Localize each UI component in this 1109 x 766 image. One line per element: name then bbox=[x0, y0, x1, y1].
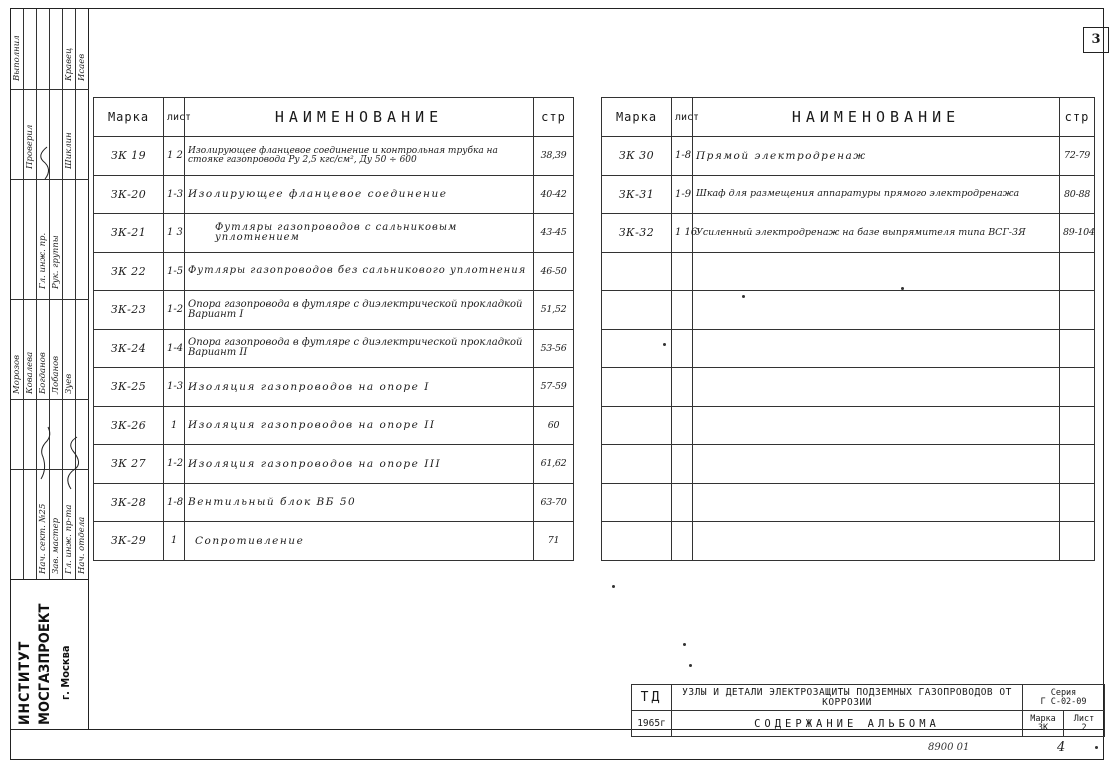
row-name: Футляры газопроводов без сальникового уплотнения bbox=[185, 252, 534, 291]
title-block-row bbox=[632, 711, 1105, 737]
stamp-role: Зав. мастер bbox=[51, 517, 61, 574]
table-row bbox=[94, 483, 574, 522]
row-sheet: 1-9 bbox=[672, 175, 693, 214]
row-sheet bbox=[672, 329, 693, 368]
row-name: Сопротивление bbox=[185, 522, 534, 561]
row-name: Опора газопровода в футляре с диэлектрической прокладкой Вариант II bbox=[185, 329, 534, 368]
row-sheet bbox=[672, 483, 693, 522]
table-row bbox=[94, 175, 574, 214]
institute-city: г. Москва bbox=[59, 645, 72, 700]
row-mark: ЗК-24 bbox=[94, 329, 164, 368]
stamp-name: Шиклин bbox=[64, 132, 74, 169]
row-page bbox=[1060, 483, 1095, 522]
row-page: 57-59 bbox=[534, 368, 574, 407]
row-page bbox=[1060, 368, 1095, 407]
table-row bbox=[602, 214, 1095, 253]
contents-table-right bbox=[601, 97, 1095, 561]
title-block-year: 1965г bbox=[632, 711, 672, 737]
row-sheet: 1-2 bbox=[164, 445, 185, 484]
stamp-signatures bbox=[11, 9, 89, 579]
stamp-role: Гл. инж. пр-та bbox=[64, 504, 74, 574]
row-name: Опора газопровода в футляре с диэлектрической прокладкой Вариант I bbox=[185, 291, 534, 330]
row-name: Усиленный электродренаж на базе выпрямителя типа ВСГ-3Я bbox=[693, 214, 1060, 253]
row-mark bbox=[602, 445, 672, 484]
table-row bbox=[94, 406, 574, 445]
archive-number: 8900 01 bbox=[928, 742, 970, 753]
row-page: 38,39 bbox=[534, 137, 574, 176]
row-sheet: 1 3 bbox=[164, 214, 185, 253]
row-mark bbox=[602, 368, 672, 407]
table-row bbox=[602, 522, 1095, 561]
row-page: 71 bbox=[534, 522, 574, 561]
scan-speck bbox=[683, 643, 686, 646]
row-name bbox=[693, 291, 1060, 330]
contents-table-left bbox=[93, 97, 574, 561]
table-row bbox=[602, 329, 1095, 368]
row-name bbox=[693, 368, 1060, 407]
title-block-code: ТД bbox=[632, 685, 672, 711]
row-sheet bbox=[672, 368, 693, 407]
stamp-role: Нач. отдела bbox=[77, 516, 87, 574]
table-row bbox=[602, 445, 1095, 484]
row-sheet bbox=[672, 522, 693, 561]
row-sheet: 1-4 bbox=[164, 329, 185, 368]
table-row bbox=[94, 214, 574, 253]
row-mark: ЗК-26 bbox=[94, 406, 164, 445]
row-name bbox=[693, 522, 1060, 561]
row-mark: ЗК 22 bbox=[94, 252, 164, 291]
row-sheet: 1-3 bbox=[164, 368, 185, 407]
sheet-label: Лист bbox=[1073, 713, 1095, 724]
title-block-title: УЗЛЫ И ДЕТАЛИ ЭЛЕКТРОЗАЩИТЫ ПОДЗЕМНЫХ ГАЗОПРОВОДОВ ОТ КОРРОЗИИ bbox=[672, 685, 1023, 711]
row-page bbox=[1060, 252, 1095, 291]
title-block-mark bbox=[1023, 711, 1064, 737]
row-sheet bbox=[672, 291, 693, 330]
scan-speck bbox=[742, 295, 745, 298]
table-row bbox=[94, 329, 574, 368]
row-sheet bbox=[672, 406, 693, 445]
row-name: Вентильный блок ВБ 50 bbox=[185, 483, 534, 522]
header-mark: Марка bbox=[602, 98, 672, 137]
row-page bbox=[1060, 406, 1095, 445]
row-sheet: 1 2 bbox=[164, 137, 185, 176]
table-row bbox=[94, 291, 574, 330]
stamp-name: Ковалева bbox=[25, 351, 35, 394]
row-name: Шкаф для размещения аппаратуры прямого электродренажа bbox=[693, 175, 1060, 214]
header-name: НАИМЕНОВАНИЕ bbox=[693, 98, 1060, 137]
row-mark: ЗК-29 bbox=[94, 522, 164, 561]
row-page: 63-70 bbox=[534, 483, 574, 522]
row-mark: ЗК-21 bbox=[94, 214, 164, 253]
table-row bbox=[94, 252, 574, 291]
header-sheet: лист bbox=[164, 98, 185, 137]
table-row bbox=[602, 291, 1095, 330]
row-page: 40-42 bbox=[534, 175, 574, 214]
stamp-role: Рук. группы bbox=[51, 235, 61, 289]
row-page: 43-45 bbox=[534, 214, 574, 253]
row-sheet bbox=[672, 252, 693, 291]
table-row bbox=[94, 137, 574, 176]
row-sheet: 1-3 bbox=[164, 175, 185, 214]
left-stamp bbox=[11, 9, 89, 729]
row-mark bbox=[602, 291, 672, 330]
row-name: Изоляция газопроводов на опоре I bbox=[185, 368, 534, 407]
row-name bbox=[693, 445, 1060, 484]
mark-label: Марка bbox=[1030, 713, 1056, 724]
row-page: 53-56 bbox=[534, 329, 574, 368]
table-row bbox=[602, 406, 1095, 445]
header-name: НАИМЕНОВАНИЕ bbox=[185, 98, 534, 137]
stamp-name: Кравец bbox=[64, 48, 74, 81]
row-sheet bbox=[672, 445, 693, 484]
sheet-value: 2 bbox=[1081, 722, 1087, 733]
header-page: стр bbox=[534, 98, 574, 137]
institute-block bbox=[11, 579, 89, 729]
row-mark: ЗК 27 bbox=[94, 445, 164, 484]
row-sheet: 1-5 bbox=[164, 252, 185, 291]
row-name bbox=[693, 252, 1060, 291]
stamp-role: Гл. инж. пр. bbox=[38, 232, 48, 289]
row-name bbox=[693, 329, 1060, 368]
table-row bbox=[602, 368, 1095, 407]
row-name bbox=[693, 483, 1060, 522]
table-header-row bbox=[94, 98, 574, 137]
row-mark: ЗК-20 bbox=[94, 175, 164, 214]
row-sheet: 1 bbox=[164, 406, 185, 445]
row-sheet: 1-8 bbox=[672, 137, 693, 176]
row-sheet: 1-2 bbox=[164, 291, 185, 330]
row-mark: ЗК-32 bbox=[602, 214, 672, 253]
row-mark: ЗК-28 bbox=[94, 483, 164, 522]
row-sheet: 1-8 bbox=[164, 483, 185, 522]
row-name: Изолирующее фланцевое соединение и контрольная трубка на стояке газопровода Ру 2,5 кгс/см², Ду 50 ÷ 600 bbox=[185, 137, 534, 176]
table-row bbox=[602, 175, 1095, 214]
scan-speck bbox=[901, 287, 904, 290]
row-mark: ЗК-23 bbox=[94, 291, 164, 330]
table-row bbox=[602, 483, 1095, 522]
row-mark bbox=[602, 329, 672, 368]
stamp-name: Богданов bbox=[38, 352, 48, 394]
row-sheet: 1 16 bbox=[672, 214, 693, 253]
row-name: Изолирующее фланцевое соединение bbox=[185, 175, 534, 214]
row-page bbox=[1060, 329, 1095, 368]
title-block-series bbox=[1023, 685, 1105, 711]
title-block-row bbox=[632, 685, 1105, 711]
title-block-sheet bbox=[1064, 711, 1105, 737]
mark-value: ЗК bbox=[1037, 722, 1049, 733]
stamp-role: Нач. сект. №25 bbox=[38, 503, 48, 574]
scan-speck bbox=[612, 585, 615, 588]
stamp-name: Лобанов bbox=[51, 355, 61, 394]
table-row bbox=[94, 368, 574, 407]
row-mark: ЗК 30 bbox=[602, 137, 672, 176]
row-mark: ЗК-31 bbox=[602, 175, 672, 214]
row-mark bbox=[602, 406, 672, 445]
archive-sheet-number: 4 bbox=[1057, 740, 1066, 755]
table-row bbox=[94, 445, 574, 484]
title-block-contents: СОДЕРЖАНИЕ АЛЬБОМА bbox=[672, 711, 1023, 737]
table-row bbox=[602, 137, 1095, 176]
table-row bbox=[94, 522, 574, 561]
scan-speck bbox=[689, 664, 692, 667]
row-name: Изоляция газопроводов на опоре III bbox=[185, 445, 534, 484]
table-header-row bbox=[602, 98, 1095, 137]
row-page: 61,62 bbox=[534, 445, 574, 484]
row-mark bbox=[602, 522, 672, 561]
series-value: Г С-02-09 bbox=[1040, 696, 1087, 707]
series-label: Серия bbox=[1050, 687, 1077, 698]
scan-speck bbox=[1095, 746, 1098, 749]
row-page: 60 bbox=[534, 406, 574, 445]
row-mark bbox=[602, 483, 672, 522]
row-page: 51,52 bbox=[534, 291, 574, 330]
row-name: Футляры газопроводов с сальниковым уплотнением bbox=[185, 214, 534, 253]
stamp-role: Выполнил bbox=[12, 35, 22, 81]
row-mark: ЗК 19 bbox=[94, 137, 164, 176]
table-row bbox=[602, 252, 1095, 291]
row-page bbox=[1060, 445, 1095, 484]
header-page: стр bbox=[1060, 98, 1095, 137]
row-page bbox=[1060, 522, 1095, 561]
sheet-number: 3 bbox=[1083, 27, 1109, 53]
row-name bbox=[693, 406, 1060, 445]
row-page: 80-88 bbox=[1060, 175, 1095, 214]
row-name: Изоляция газопроводов на опоре II bbox=[185, 406, 534, 445]
institute-name: МОСГАЗПРОЕКТ bbox=[37, 603, 53, 725]
header-mark: Марка bbox=[94, 98, 164, 137]
stamp-name: Морозов bbox=[12, 354, 22, 394]
row-mark: ЗК-25 bbox=[94, 368, 164, 407]
row-name: Прямой электродренаж bbox=[693, 137, 1060, 176]
scan-speck bbox=[663, 343, 666, 346]
institute-label: ИНСТИТУТ bbox=[17, 640, 33, 725]
row-mark bbox=[602, 252, 672, 291]
stamp-name: Зуев bbox=[64, 373, 74, 394]
row-page: 72-79 bbox=[1060, 137, 1095, 176]
stamp-role: Проверил bbox=[25, 124, 35, 169]
title-block bbox=[631, 684, 1105, 737]
stamp-name: Исаев bbox=[77, 53, 87, 81]
row-sheet: 1 bbox=[164, 522, 185, 561]
row-page bbox=[1060, 291, 1095, 330]
header-sheet: лист bbox=[672, 98, 693, 137]
row-page: 89-104 bbox=[1060, 214, 1095, 253]
row-page: 46-50 bbox=[534, 252, 574, 291]
